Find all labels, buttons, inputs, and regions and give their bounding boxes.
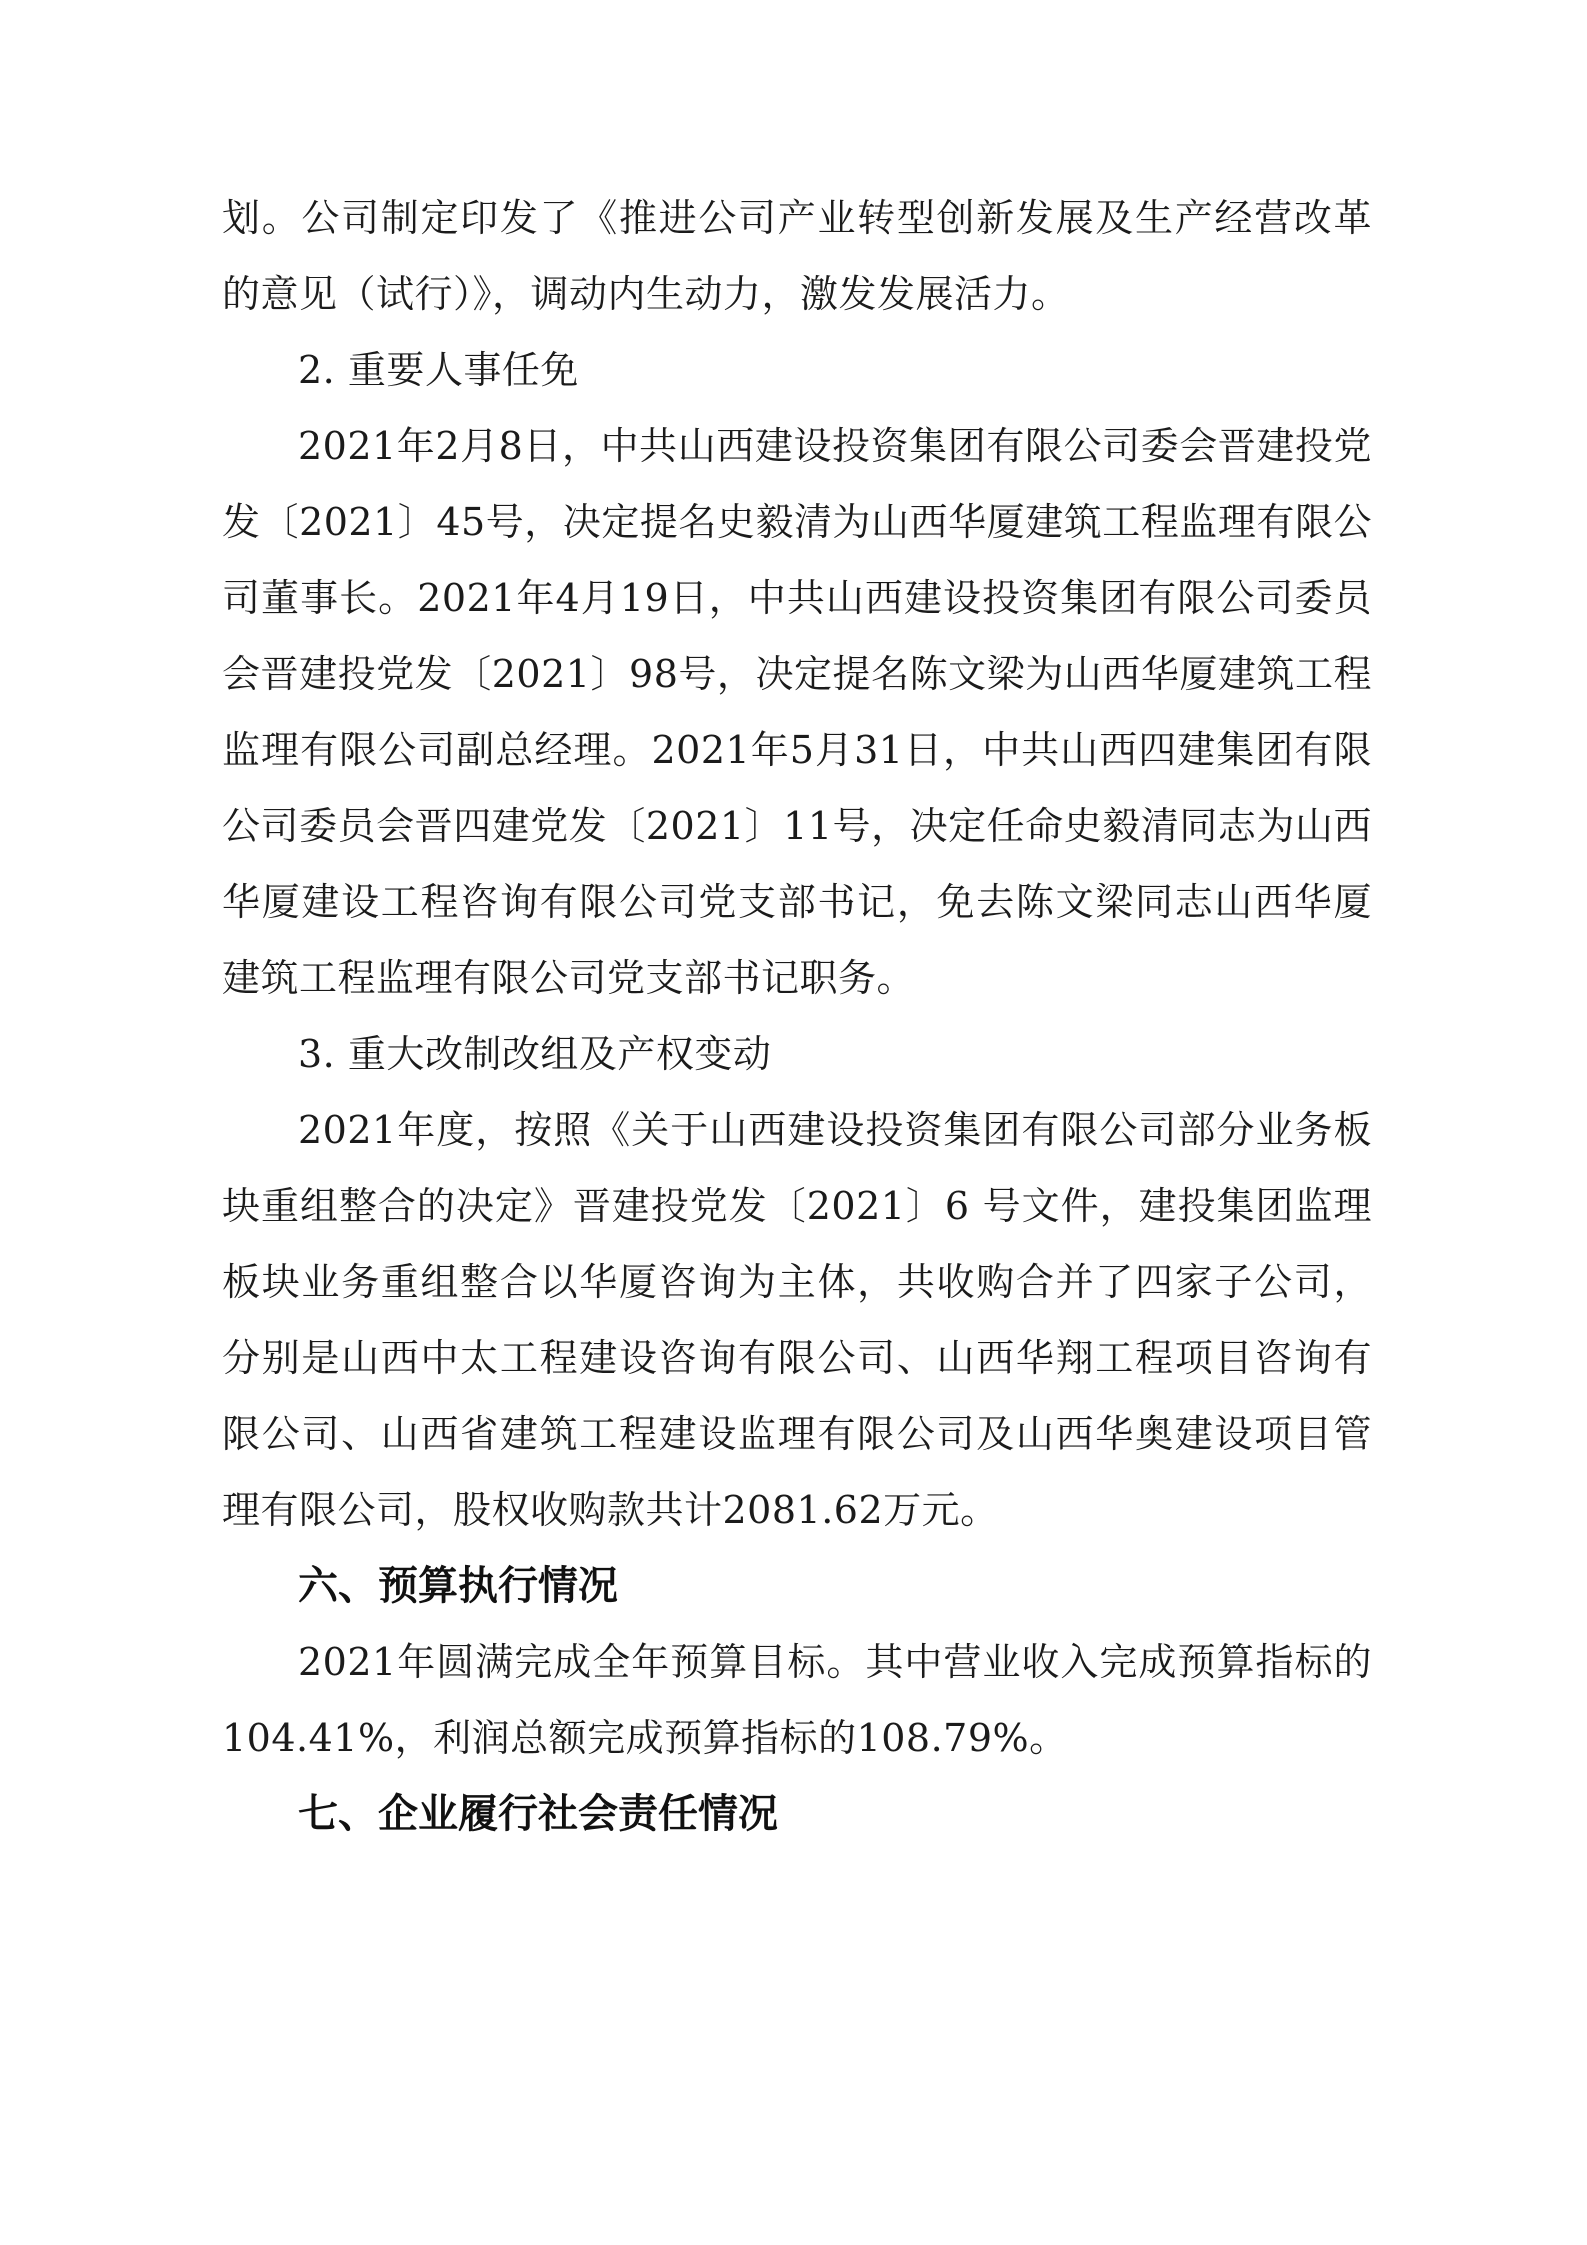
- paragraph-item-2-title: 2. 重要人事任免: [298, 348, 579, 392]
- heading-section-seven: 七、企业履行社会责任情况: [298, 1791, 778, 1837]
- heading-section-six: 六、预算执行情况: [298, 1563, 618, 1609]
- page-content: [222, 180, 1372, 1852]
- paragraph-section-six-body: 2021年圆满完成全年预算目标。其中营业收入完成预算指标的104.41%，利润总额完成预算指标的108.79%。: [222, 1640, 1372, 1760]
- paragraph-item-3-title: 3. 重大改制改组及产权变动: [298, 1032, 772, 1076]
- paragraph-item-3-body: 2021年度，按照《关于山西建设投资集团有限公司部分业务板块重组整合的决定》晋建投党发〔2021〕6 号文件，建投集团监理板块业务重组整合以华厦咨询为主体，共收购合并了四家子公司，分别是山西中太工程建设咨询有限公司、山西华翔工程项目咨询有限公司、山西省建筑工程建设监理有限公司及山西华奥建设项目管理有限公司，股权收购款共计2081.62万元。: [222, 1108, 1372, 1532]
- paragraph-continuation: 划。公司制定印发了《推进公司产业转型创新发展及生产经营改革的意见（试行）》，调动内生动力，激发发展活力。: [222, 196, 1372, 316]
- paragraph-item-2-body: 2021年2月8日，中共山西建设投资集团有限公司委会晋建投党发〔2021〕45号，决定提名史毅清为山西华厦建筑工程监理有限公司董事长。2021年4月19日，中共山西建设投资集团有限公司委员会晋建投党发〔2021〕98号，决定提名陈文梁为山西华厦建筑工程监理有限公司副总经理。2021年5月31日，中共山西四建集团有限公司委员会晋四建党发〔2021〕11号，决定任命史毅清同志为山西华厦建设工程咨询有限公司党支部书记，免去陈文梁同志山西华厦建筑工程监理有限公司党支部书记职务。: [222, 424, 1372, 1000]
